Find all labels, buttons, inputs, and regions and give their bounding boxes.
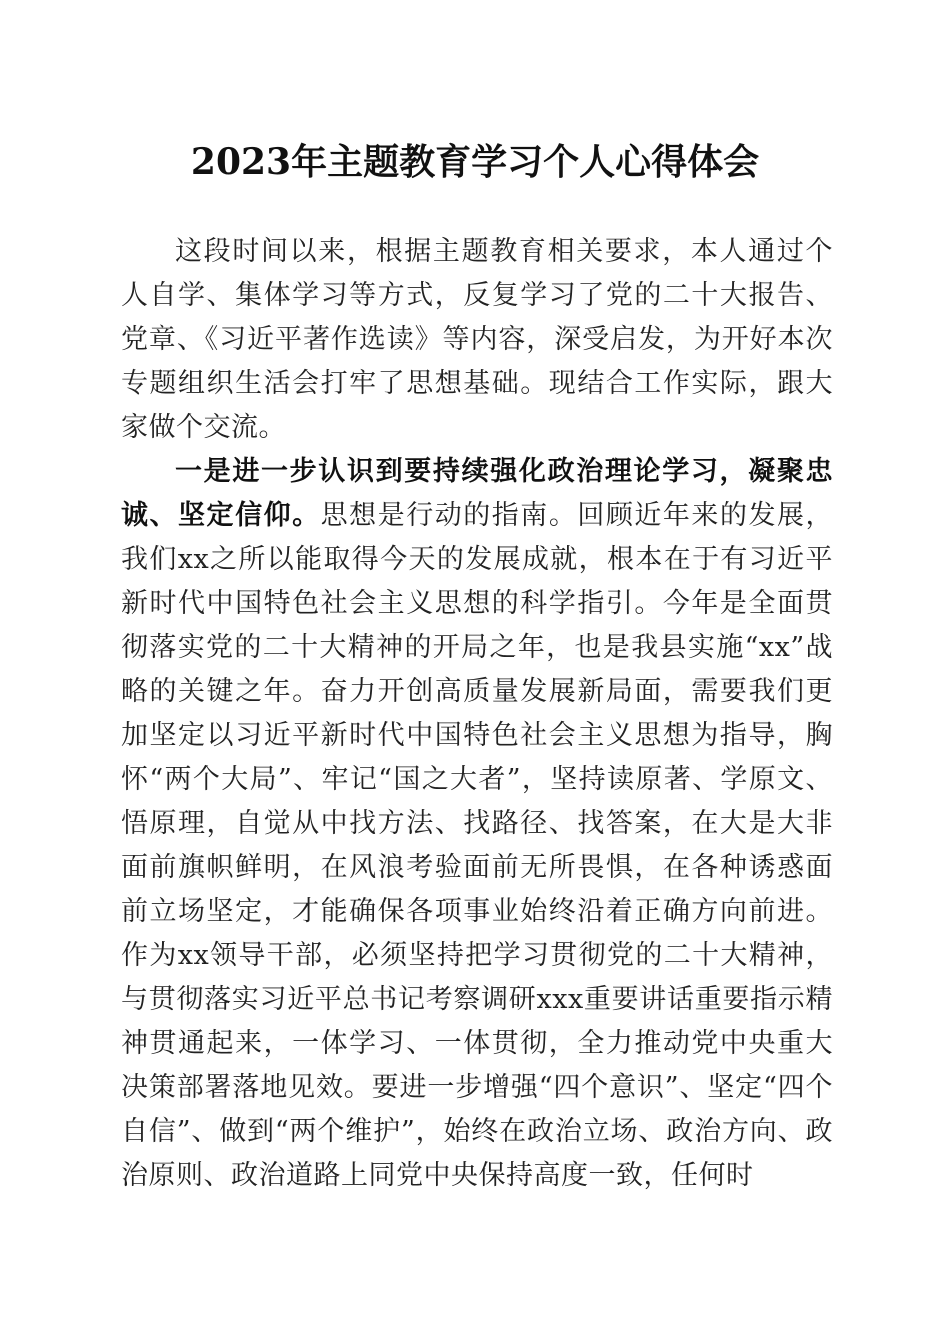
paragraph-point-one <box>121 450 833 1198</box>
document-title: 2023年主题教育学习个人心得体会 <box>190 141 760 183</box>
paragraph-text: 思想是行动的指南。回顾近年来的发展，我们xx之所以能取得今天的发展成就，根本在于有习近平新时代中国特色社会主义思想的科学指引。今年是全面贯彻落实党的二十大精神的开局之年，也是我县实施“xx”战略的关键之年。奋力开创高质量发展新局面，需要我们更加坚定以习近平新时代中国特色社会主义思想为指导，胸怀“两个大局”、牢记“国之大者”，坚持读原著、学原文、悟原理，自觉从中找方法、找路径、找答案，在大是大非面前旗帜鲜明，在风浪考验面前无所畏惧，在各种诱惑面前立场坚定，才能确保各项事业始终沿着正确方向前进。作为xx领导干部，必须坚持把学习贯彻党的二十大精神，与贯彻落实习近平总书记考察调研xxx重要讲话重要指示精神贯通起来，一体学习、一体贯彻，全力推动党中央重大决策部署落地见效。要进一步增强“四个意识”、坚定“四个自信”、做到“两个维护”，始终在政治立场、政治方向、政治原则、政治道路上同党中央保持高度一致，任何时 <box>121 500 834 1191</box>
paragraph-intro <box>121 230 833 450</box>
paragraph-text: 这段时间以来，根据主题教育相关要求，本人通过个人自学、集体学习等方式，反复学习了党的二十大报告、党章、《习近平著作选读》等内容，深受启发，为开好本次专题组织生活会打牢了思想基础。现结合工作实际，跟大家做个交流。 <box>121 236 833 443</box>
document-body <box>121 230 833 1198</box>
paragraph-lead: 一是进一步认识到要持续强化政治理论学习，凝聚忠诚、坚定信仰。 <box>121 456 833 531</box>
